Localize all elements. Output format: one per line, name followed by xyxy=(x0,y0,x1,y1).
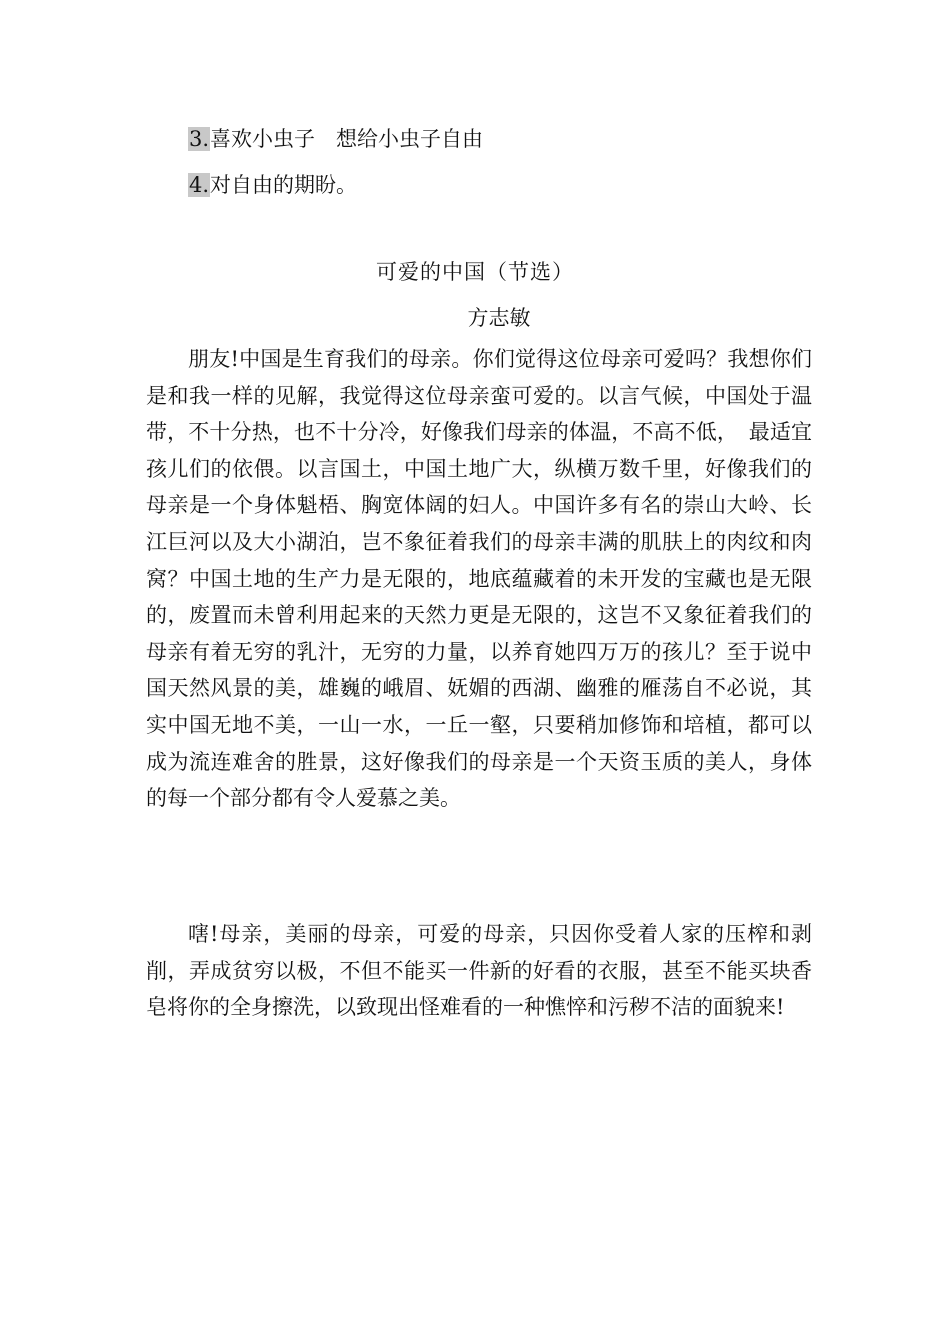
list-item-3 xyxy=(188,124,483,154)
list-number-highlight: 4. xyxy=(189,173,210,197)
article-title: 可爱的中国（节选） xyxy=(376,260,574,284)
list-number-highlight: 3. xyxy=(189,127,210,151)
article-paragraph-1: 朋友!中国是生育我们的母亲。你们觉得这位母亲可爱吗？我想你们是和我一样的见解，我觉得这位母亲蛮可爱的。以言气候，中国处于温带，不十分热，也不十分冷，好像我们母亲的体温，不高不低， 最适宜孩儿们的依偎。以言国土，中国土地广大，纵横万数千里，好像我们的母亲是一个身体魁梧、胸宽体阔的妇人。中国许多有名的崇山大岭、长江巨河以及大小湖泊，岂不象征着我们的母亲丰满的肌肤上的肉纹和肉窝？中国土地的生产力是无限的，地底蕴藏着的未开发的宝藏也是无限的，废置而未曾利用起来的天然力更是无限的，这岂不又象征着我们的母亲有着无穷的乳汁，无穷的力量，以养育她四万万的孩儿？至于说中国天然风景的美，雄巍的峨眉、妩媚的西湖、幽雅的雁荡自不必说，其实中国无地不美，一山一水，一丘一壑，只要稍加修饰和培植，都可以成为流连难舍的胜景，这好像我们的母亲是一个天资玉质的美人，身体的每一个部分都有令人爱慕之美。 xyxy=(146,347,812,811)
article-author: 方志敏 xyxy=(467,306,531,330)
list-item-4 xyxy=(188,170,357,200)
list-item-text: 喜欢小虫子 想给小虫子自由 xyxy=(210,127,484,151)
list-item-text: 对自由的期盼。 xyxy=(210,173,358,197)
article-paragraph-2: 嗐!母亲，美丽的母亲，可爱的母亲，只因你受着人家的压榨和剥削，弄成贫穷以极，不但不能买一件新的好看的衣服，甚至不能买块香皂将你的全身擦洗，以致现出怪难看的一种憔悴和污秽不洁的面貌来! xyxy=(146,922,812,1020)
